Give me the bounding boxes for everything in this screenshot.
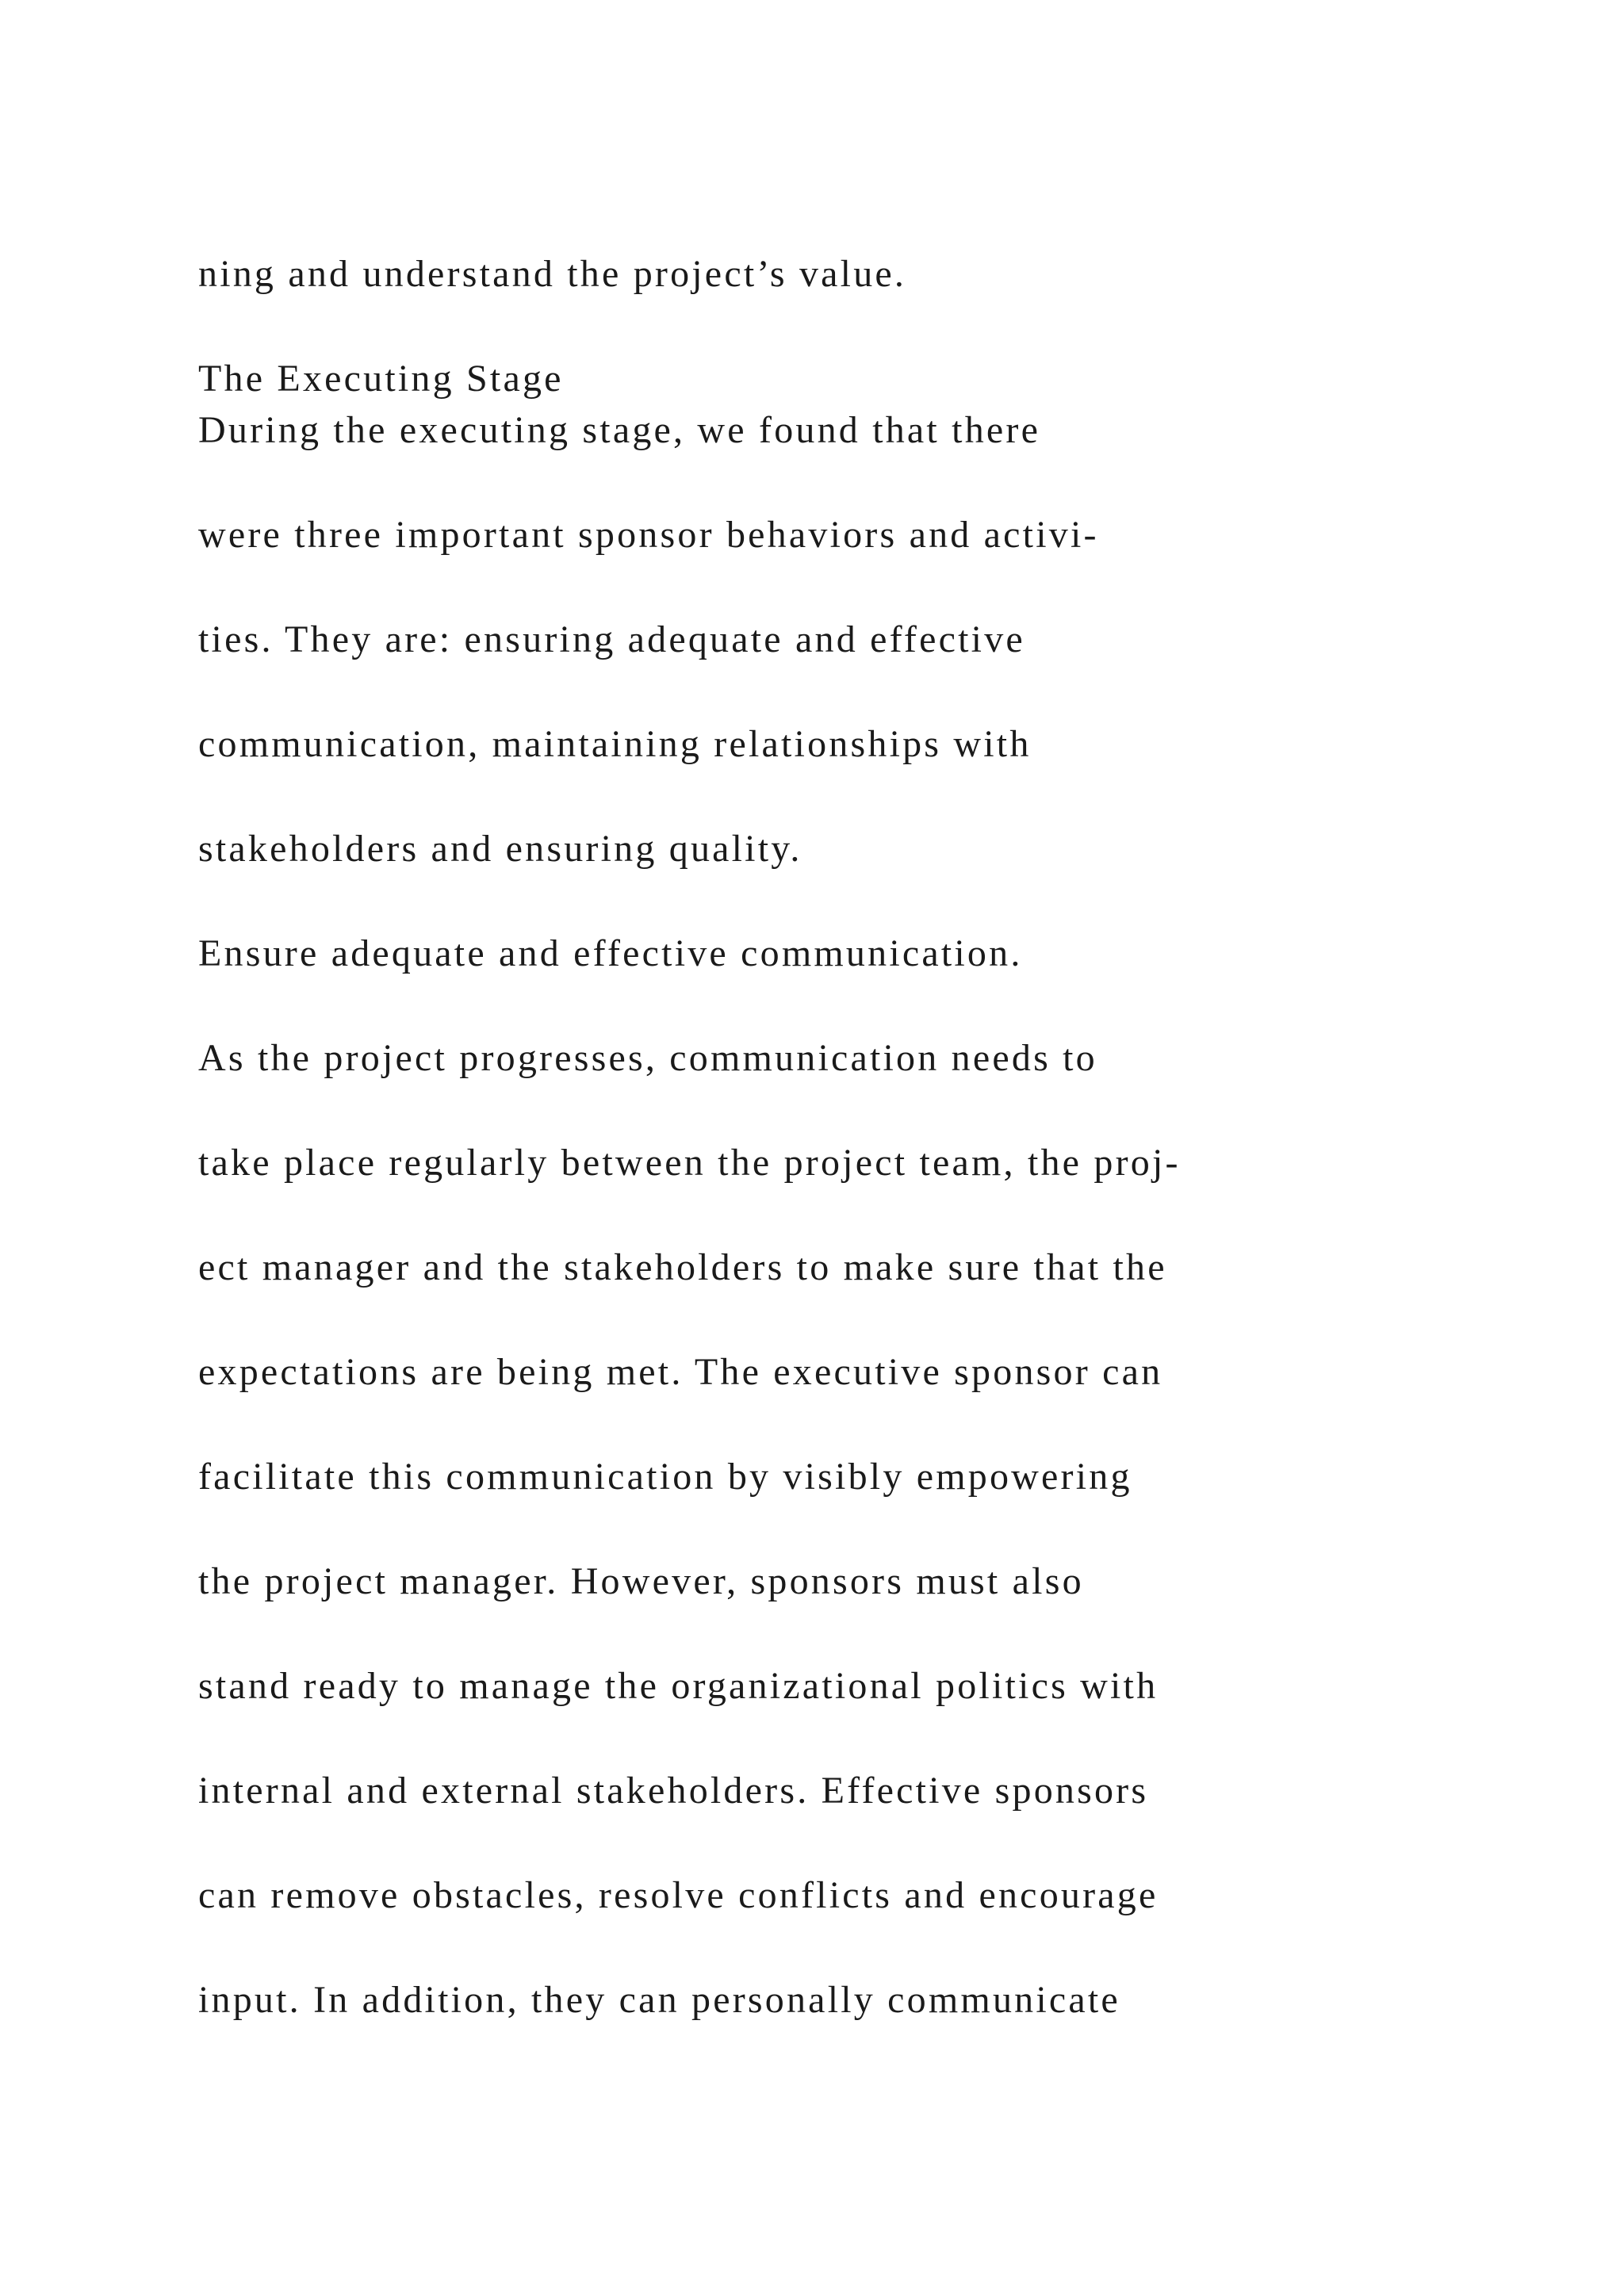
paragraph-line: can remove obstacles, resolve conflicts and encourage: [198, 1874, 1159, 1916]
paragraph-line: stakeholders and ensuring quality.: [198, 828, 802, 870]
paragraph-line: expectations are being met. The executive sponsor can: [198, 1351, 1163, 1393]
paragraph-line: facilitate this communication by visibly empowering: [198, 1456, 1132, 1498]
paragraph-line: stand ready to manage the organizational politics with: [198, 1665, 1159, 1707]
paragraph-line: were three important sponsor behaviors and activi-: [198, 514, 1099, 556]
section-heading: The Executing Stage: [198, 358, 564, 400]
paragraph-line: ties. They are: ensuring adequate and effective: [198, 618, 1025, 660]
paragraph-line: input. In addition, they can personally communicate: [198, 1979, 1120, 2021]
paragraph-line: ning and understand the project’s value.: [198, 253, 907, 295]
paragraph-line: take place regularly between the project team, the proj-: [198, 1142, 1181, 1184]
paragraph-line: During the executing stage, we found that there: [198, 409, 1041, 451]
paragraph-line: As the project progresses, communication needs to: [198, 1037, 1097, 1079]
subheading: Ensure adequate and effective communication.: [198, 932, 1023, 974]
paragraph-line: communication, maintaining relationships with: [198, 723, 1032, 765]
paragraph-line: the project manager. However, sponsors must also: [198, 1560, 1084, 1602]
paragraph-line: internal and external stakeholders. Effective sponsors: [198, 1770, 1149, 1812]
paragraph-line: ect manager and the stakeholders to make sure that the: [198, 1246, 1167, 1288]
